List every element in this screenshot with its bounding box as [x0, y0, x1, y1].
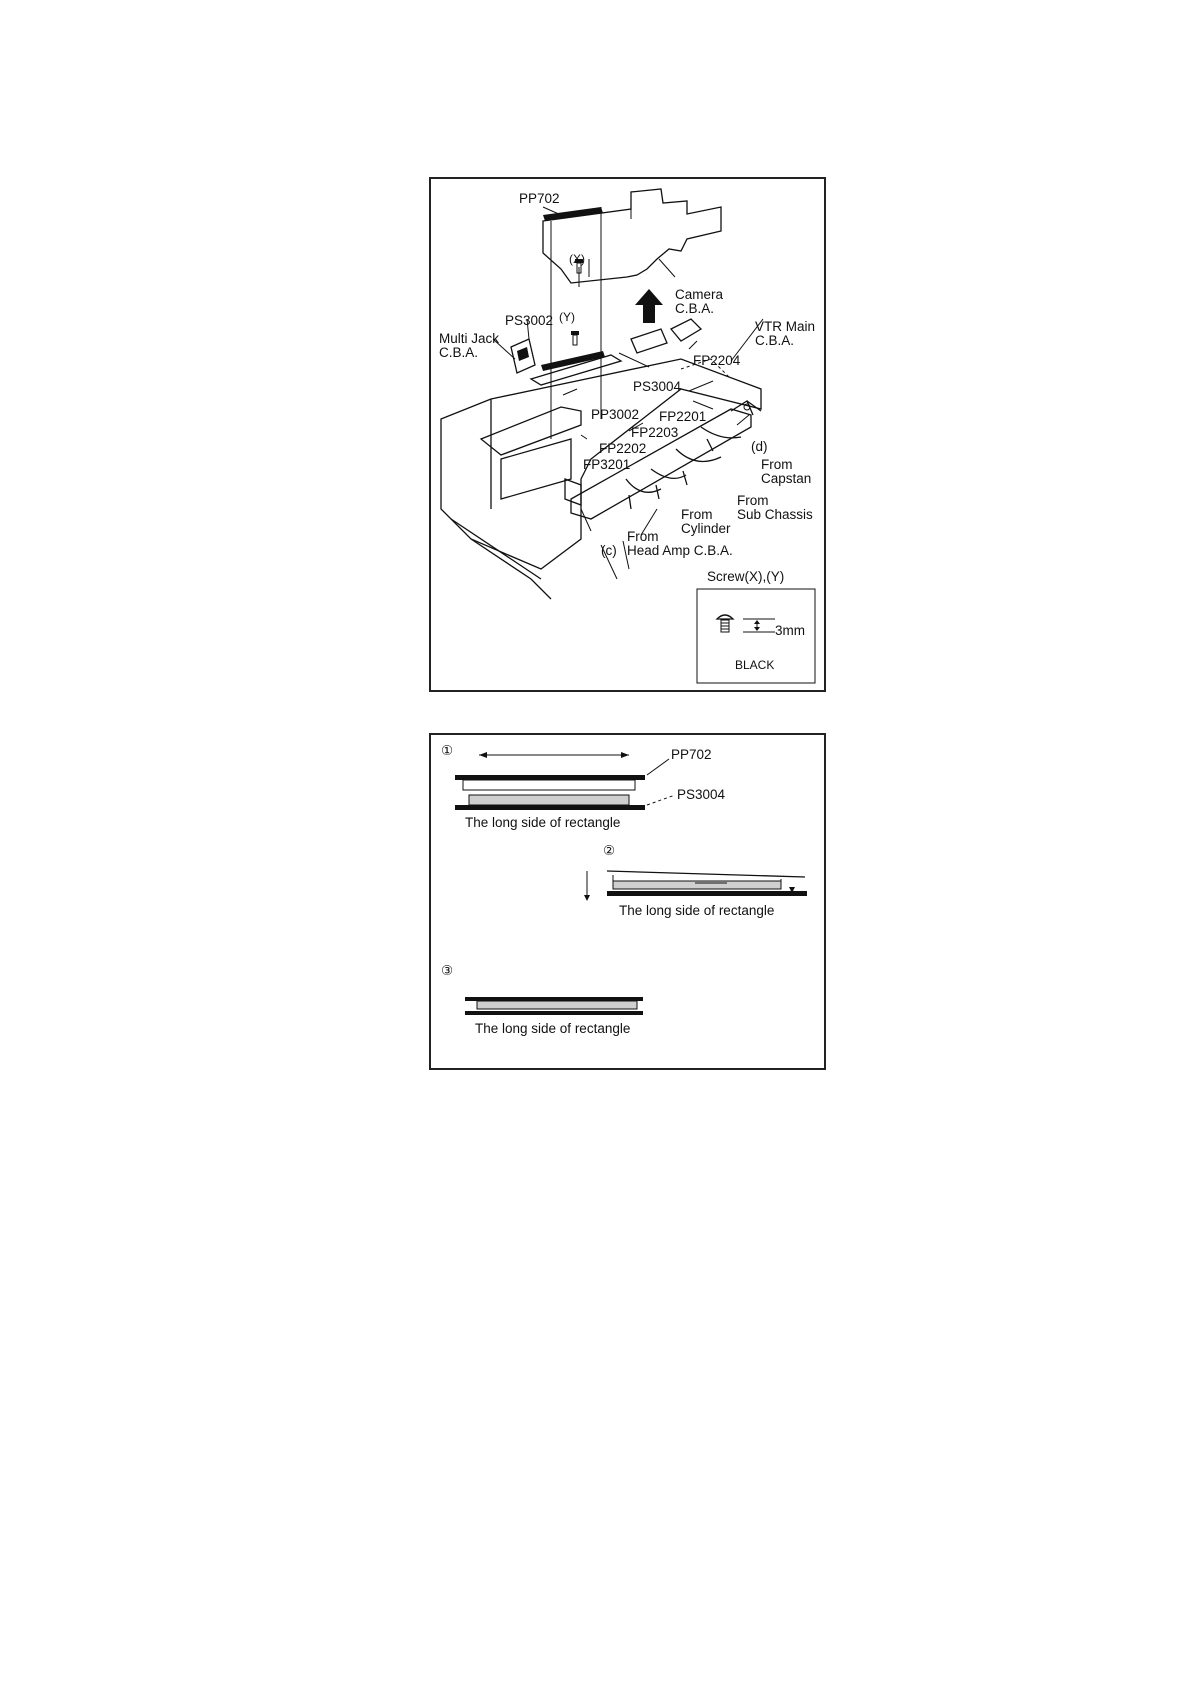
label-from-capstan-2: Capstan — [761, 471, 812, 486]
alignment-steps-figure — [429, 733, 826, 1070]
label-fp2202: FP2202 — [599, 441, 647, 456]
screw-spec-box — [697, 569, 815, 683]
step-1-number: ① — [441, 743, 454, 758]
step-3 — [441, 963, 643, 1036]
label-point-c: (c) — [601, 543, 617, 558]
step-3-number: ③ — [441, 963, 454, 978]
step-3-bottom-board — [465, 1011, 643, 1015]
label-screw-x: (X) — [569, 252, 585, 266]
screw-color: BLACK — [735, 658, 775, 672]
alignment-steps-drawing — [431, 735, 828, 1072]
screw-dimension: 3mm — [775, 623, 805, 638]
label-point-d: (d) — [751, 439, 768, 454]
screw-box-title: Screw(X),(Y) — [707, 569, 785, 584]
label-ps3004: PS3004 — [633, 379, 682, 394]
label-ps3002: PS3002 — [505, 313, 554, 328]
label-camera-cba-2: C.B.A. — [675, 301, 715, 316]
down-arrow-icon — [584, 895, 590, 901]
label-pp3002: PP3002 — [591, 407, 640, 422]
label-fp2201: FP2201 — [659, 409, 707, 424]
step-2-bottom-board — [607, 891, 807, 896]
label-fp3201: FP3201 — [583, 457, 631, 472]
label-from-cylinder-2: Cylinder — [681, 521, 731, 536]
step-1 — [441, 743, 726, 830]
lift-arrow-icon — [635, 289, 663, 323]
label-from-cylinder-1: From — [681, 507, 713, 522]
label-vtr-main-2: C.B.A. — [755, 333, 795, 348]
label-fp2204: FP2204 — [693, 353, 741, 368]
label-fp2203: FP2203 — [631, 425, 679, 440]
step-2-top-board — [607, 871, 805, 877]
step-1-ps3004-board — [455, 805, 645, 810]
label-from-head-amp-1: From — [627, 529, 659, 544]
label-camera-cba-1: Camera — [675, 287, 724, 302]
step-3-top-board — [465, 997, 643, 1001]
label-pp702: PP702 — [519, 191, 560, 206]
step-2-number: ② — [603, 843, 616, 858]
disassembly-drawing — [431, 179, 828, 694]
label-from-head-amp-2: Head Amp C.B.A. — [627, 543, 733, 558]
screw-y-icon — [571, 331, 579, 345]
label-multi-jack-1: Multi Jack — [439, 331, 500, 346]
label-from-capstan-1: From — [761, 457, 793, 472]
step-3-caption: The long side of rectangle — [475, 1021, 631, 1036]
step-2-caption: The long side of rectangle — [619, 903, 775, 918]
disassembly-figure — [429, 177, 826, 692]
label-multi-jack-2: C.B.A. — [439, 345, 479, 360]
step-1-ps3004-label: PS3004 — [677, 787, 726, 802]
camera-cba-board — [543, 189, 721, 283]
step-2 — [584, 843, 807, 918]
label-screw-y: (Y) — [559, 310, 575, 324]
label-vtr-main-1: VTR Main — [755, 319, 816, 334]
label-from-sub-chassis-1: From — [737, 493, 769, 508]
step-1-pp702-label: PP702 — [671, 747, 712, 762]
step-1-caption: The long side of rectangle — [465, 815, 621, 830]
step-1-pp702-board — [455, 775, 645, 780]
label-from-sub-chassis-2: Sub Chassis — [737, 507, 813, 522]
